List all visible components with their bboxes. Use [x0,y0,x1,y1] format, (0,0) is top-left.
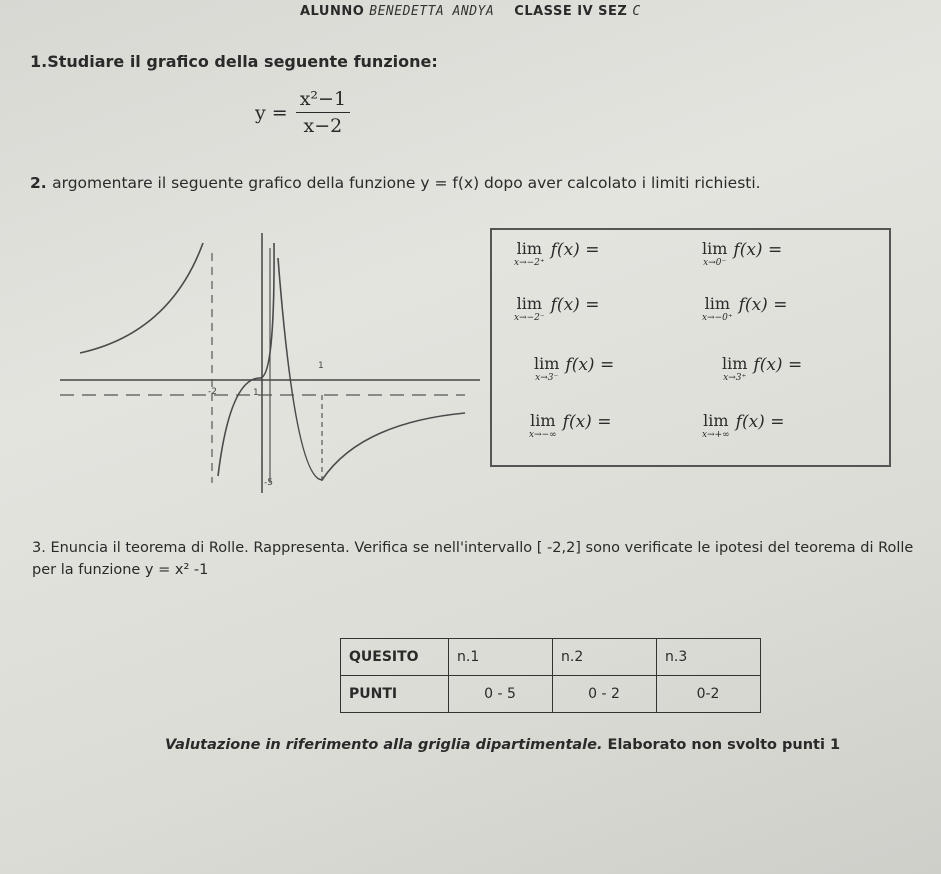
lim-subscript: x→−0⁺ [702,313,733,323]
table-cell: 0-2 [657,676,761,713]
limit-row2-left [514,295,599,323]
alunno-label: ALUNNO [300,4,365,19]
sez-handwritten: C [632,4,641,19]
table-row [341,676,761,713]
table-cell: n.3 [657,639,761,676]
mark-minus-2: -2 [208,387,217,397]
exercise-3-text: 3. Enuncia il teorema di Rolle. Rappresenta. Verifica se nell'intervallo [ -2,2] sono verificate le ipotesi del teorema di Rolle per la funzione y = x² -1 [32,540,914,578]
lim-fx: f(x) = [753,355,803,375]
mark-1-top: 1 [318,361,324,371]
mark-1-axis: 1 [253,388,259,398]
lim-subscript: x→3⁺ [723,373,747,383]
lim-fx: f(x) = [733,240,783,260]
formula-numerator: x²−1 [296,88,350,113]
limit-row3-right [722,355,802,383]
lim-word: lim [516,294,543,313]
lim-word: lim [516,239,543,258]
lim-fx: f(x) = [550,295,600,315]
lim-subscript: x→0⁻ [703,258,727,268]
evaluation-note [165,737,840,753]
lim-subscript: x→−2⁻ [514,313,545,323]
limit-row3-left [534,355,614,383]
table-cell: 0 - 5 [449,676,553,713]
lim-subscript: x→+∞ [702,430,730,440]
lim-word: lim [530,411,556,430]
lim-word: lim [722,354,748,373]
lim-subscript: x→3⁻ [535,373,559,383]
function-formula [255,88,350,137]
function-graph [60,228,480,498]
lim-fx: f(x) = [550,240,600,260]
lim-word: lim [702,239,728,258]
lim-subscript: x→−2⁺ [514,258,545,268]
lim-word: lim [704,294,731,313]
exercise-2-text [30,174,761,192]
limit-row4-right [702,412,784,440]
formula-fraction [296,88,350,137]
curve-right-branch [278,258,465,480]
table-row [341,639,761,676]
formula-lhs: y = [255,101,288,124]
formula-denominator: x−2 [303,115,343,137]
lim-fx: f(x) = [738,295,788,315]
table-cell: 0 - 2 [553,676,657,713]
lim-fx: f(x) = [735,412,785,432]
limit-row1-right [702,240,782,268]
lim-word: lim [703,411,729,430]
mark-minus-5: -5 [264,478,273,488]
limit-row1-left [514,240,599,268]
limits-box [490,228,891,467]
limit-row4-left [529,412,611,440]
table-cell: n.2 [553,639,657,676]
lim-fx: f(x) = [562,412,612,432]
limit-row2-right [702,295,787,323]
curve-left-branch [80,243,203,353]
table-cell: QUESITO [341,639,449,676]
lim-word: lim [534,354,560,373]
exercise-2-number: 2. [30,174,47,192]
curve-middle-branch [218,243,274,476]
table-cell: n.1 [449,639,553,676]
lim-subscript: x→−∞ [529,430,557,440]
exercise-1-text: 1.Studiare il grafico della seguente funzione: [30,52,438,71]
alunno-name-handwritten: BENEDETTA ANDYA [369,4,495,19]
table-cell: PUNTI [341,676,449,713]
exercise-2-body: argomentare il seguente grafico della funzione y = f(x) dopo aver calcolato i limiti richiesti. [52,174,761,192]
header-line [300,4,641,19]
evaluation-note-rest: Elaborato non svolto punti 1 [602,737,841,753]
lim-fx: f(x) = [565,355,615,375]
classe-label: CLASSE IV SEZ [514,4,628,19]
evaluation-note-italic: Valutazione in riferimento alla griglia dipartimentale. [165,737,603,753]
score-table [340,638,761,713]
